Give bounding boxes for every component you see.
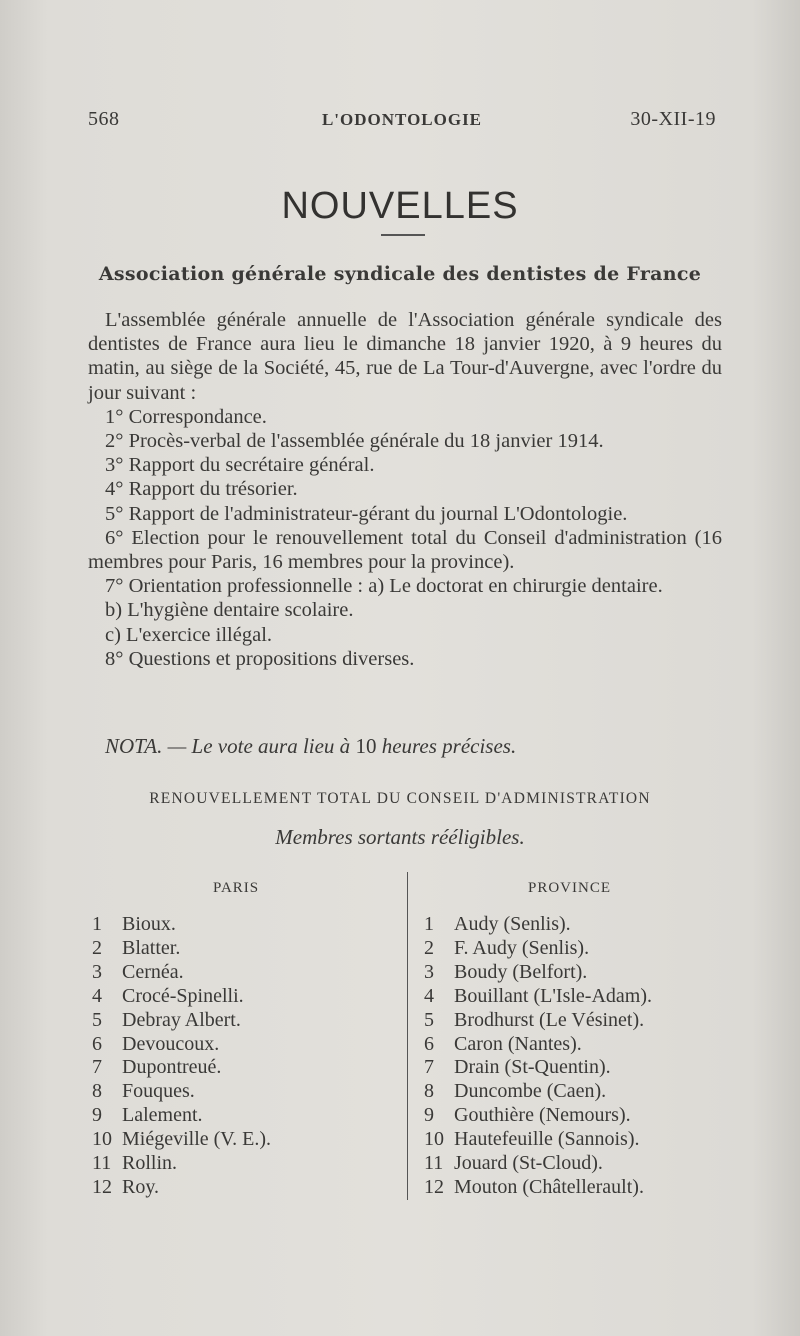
list-item (92, 1080, 271, 1104)
member-name: Bioux. (122, 913, 176, 935)
paris-heading: PARIS (213, 880, 260, 896)
member-number: 5 (424, 1008, 434, 1031)
list-item (92, 985, 271, 1009)
list-item (92, 913, 271, 937)
member-number: 2 (424, 936, 434, 959)
member-name: Cernéa. (122, 960, 184, 983)
list-item (424, 1033, 652, 1057)
section-title: NOUVELLES (281, 185, 519, 227)
agenda-subitem: c) L'exercice illégal. (105, 623, 273, 646)
member-name: Roy. (122, 1175, 160, 1198)
running-head (88, 108, 716, 138)
member-number: 11 (424, 1152, 444, 1175)
member-number: 3 (424, 960, 434, 983)
member-name: Blatter. (122, 936, 181, 959)
nota-note (105, 734, 725, 759)
list-item (424, 1176, 652, 1200)
member-number: 7 (92, 1056, 102, 1079)
issue-date: 30-XII-19 (630, 108, 716, 130)
list-item (92, 1056, 271, 1080)
member-number: 11 (92, 1152, 112, 1175)
member-number: 1 (424, 913, 434, 935)
agenda-item: 5° Rapport de l'administrateur-gérant du journal L'Odontologie. (105, 502, 628, 525)
list-item (424, 937, 652, 961)
list-item (424, 913, 652, 937)
paris-members-list (92, 913, 271, 1200)
member-number: 6 (424, 1032, 434, 1055)
list-item (424, 1152, 652, 1176)
member-number: 4 (424, 984, 434, 1007)
member-number: 8 (92, 1080, 102, 1103)
list-item (92, 1104, 271, 1128)
article-body (88, 308, 722, 671)
list-item (424, 961, 652, 985)
member-name: Rollin. (122, 1152, 178, 1175)
member-name: Caron (Nantes). (454, 1032, 582, 1055)
column-divider (407, 872, 408, 1200)
member-number: 3 (92, 960, 102, 983)
member-name: Dupontreué. (122, 1056, 222, 1079)
nota-label: NOTA. (105, 734, 163, 758)
nota-text: — Le vote aura lieu à (162, 734, 356, 758)
nota-tail: heures précises. (376, 734, 517, 758)
member-name: Hautefeuille (Sannois). (454, 1128, 640, 1151)
list-item (424, 1128, 652, 1152)
agenda-item: 8° Questions et propositions diverses. (105, 647, 415, 670)
agenda-item: 7° Orientation professionnelle : a) Le doctorat en chirurgie dentaire. (105, 575, 663, 598)
list-item (424, 1080, 652, 1104)
member-name: Gouthière (Nemours). (454, 1104, 631, 1127)
journal-title: L'ODONTOLOGIE (321, 110, 483, 129)
list-item (424, 985, 652, 1009)
intro-paragraph: L'assemblée générale annuelle de l'Association générale syndicale des dentistes de France aura lieu le dimanche 18 janvier 1920, à 9 heures du matin, au siège de la Société, 45, rue de La Tour-d'Auvergne, avec l'ordre du jour suivant : (88, 309, 722, 404)
member-name: Devoucoux. (122, 1032, 220, 1055)
member-number: 12 (92, 1175, 112, 1198)
member-number: 8 (424, 1080, 434, 1103)
member-name: Duncombe (Caen). (454, 1080, 607, 1103)
list-item (92, 1176, 271, 1200)
agenda-subitem: b) L'hygiène dentaire scolaire. (105, 599, 354, 622)
list-item (92, 1009, 271, 1033)
member-name: Drain (St-Quentin). (454, 1056, 611, 1079)
member-name: Audy (Senlis). (454, 913, 571, 935)
members-subheading: Membres sortants rééligibles. (275, 825, 525, 849)
member-number: 4 (92, 984, 102, 1007)
member-name: Mouton (Châtellerault). (454, 1175, 644, 1198)
title-divider (381, 234, 425, 236)
list-item (92, 937, 271, 961)
list-item (92, 961, 271, 985)
member-name: Boudy (Belfort). (454, 960, 588, 983)
list-item (92, 1033, 271, 1057)
agenda-item: 3° Rapport du secrétaire général. (105, 454, 375, 477)
member-number: 9 (424, 1104, 434, 1127)
agenda-item: 2° Procès-verbal de l'assemblée générale du 18 janvier 1914. (105, 430, 604, 453)
renewal-heading: RENOUVELLEMENT TOTAL DU CONSEIL D'ADMINISTRATION (149, 790, 651, 807)
agenda-item: 1° Correspondance. (105, 405, 267, 428)
member-name: Crocé-Spinelli. (122, 984, 244, 1007)
province-members-list (424, 913, 652, 1200)
list-item (424, 1104, 652, 1128)
member-name: Debray Albert. (122, 1008, 241, 1031)
member-number: 7 (424, 1056, 434, 1079)
member-name: Jouard (St-Cloud). (454, 1152, 603, 1175)
member-number: 10 (424, 1128, 444, 1151)
agenda-item: 4° Rapport du trésorier. (105, 478, 298, 501)
member-name: Brodhurst (Le Vésinet). (454, 1008, 645, 1031)
agenda-item: 6° Election pour le renouvellement total du Conseil d'administration (16 membres pour Paris, 16 membres pour la province). (88, 526, 722, 574)
list-item (92, 1128, 271, 1152)
list-item (92, 1152, 271, 1176)
member-name: Miégeville (V. E.). (122, 1128, 272, 1151)
member-name: Bouillant (L'Isle-Adam). (454, 984, 652, 1007)
nota-hour: 10 (355, 734, 377, 758)
province-heading: PROVINCE (528, 880, 612, 896)
member-number: 9 (92, 1104, 102, 1127)
member-name: Fouques. (122, 1080, 195, 1103)
member-number: 12 (424, 1175, 444, 1198)
member-number: 10 (92, 1128, 112, 1151)
member-number: 6 (92, 1032, 102, 1055)
list-item (424, 1009, 652, 1033)
member-number: 1 (92, 913, 102, 935)
member-name: Lalement. (122, 1104, 203, 1127)
page-number: 568 (88, 108, 120, 130)
member-name: F. Audy (Senlis). (454, 936, 590, 959)
article-subheading: Association générale syndicale des dentistes de France (98, 263, 702, 285)
list-item (424, 1056, 652, 1080)
member-number: 5 (92, 1008, 102, 1031)
member-number: 2 (92, 936, 102, 959)
